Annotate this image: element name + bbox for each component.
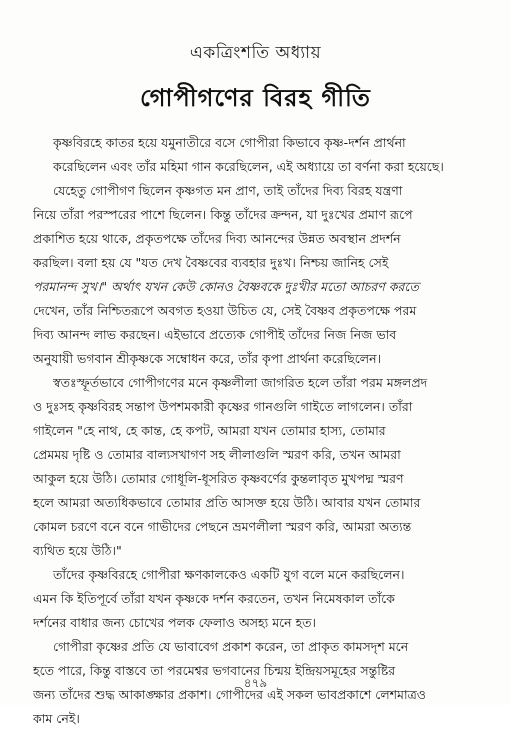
paragraph-3 [33, 371, 478, 563]
text-line: জন্য তাঁদের শুদ্ধ আকাঙ্ক্ষার প্রকাশ। গোপীদের এই সকল ভাবপ্রকাশে লেশমাত্রও [33, 687, 427, 702]
text-line: এমন কি ইতিপূর্বে তাঁরা যখন কৃষ্ণকে দর্শন করতেন, তখন নিমেষকাল তাঁকে [33, 591, 395, 606]
text-line: স্বতঃস্ফূর্তভাবে গোপীগণের মনে কৃষ্ণলীলা জাগরিত হলে তাঁরা পরম মঙ্গলপ্রদ [53, 375, 428, 390]
chapter-title: গোপীগণের বিরহ গীতি [140, 84, 371, 112]
paragraph-2 [33, 179, 478, 371]
text-line: কৃষ্ণবিরহে কাতর হয়ে যমুনাতীরে বসে গোপীরা কিভাবে কৃষ্ণ-দর্শন প্রার্থনা [53, 135, 406, 150]
chapter-heading: একত্রিংশতি অধ্যায় [189, 43, 322, 63]
text-line: ব্যথিত হয়ে উঠি।" [33, 543, 122, 558]
text-line: প্রকাশিত হয়ে থাকে, প্রকৃতপক্ষে তাঁদের দিব্য আনন্দের উন্নত অবস্থান প্রদর্শন [33, 231, 401, 246]
text-line: করছিল। বলা হয় যে "যত দেখ বৈষ্ণবের ব্যবহার দুঃখ। নিশ্চয় জানিহ সেই [33, 255, 389, 270]
paragraph-1 [33, 131, 478, 179]
text-line: দর্শনের বাধার জন্য চোখের পলক ফেলাও অসহ্য মনে হত। [33, 615, 317, 630]
text-line: গাইলেন "হে নাথ, হে কান্ত, হে কপট, আমরা যখন তোমার হাস্য, তোমার [33, 423, 386, 438]
text-line: কাম নেই। [33, 711, 80, 726]
text-line: করেছিলেন এবং তাঁর মহিমা গান করেছিলেন, এই অধ্যায়ে তা বর্ণনা করা হয়েছে। [53, 159, 444, 174]
page-number: ৪৭৯ [243, 676, 268, 690]
text-line: কোমল চরণে বনে বনে গাভীদের পেছনে ভ্রমণলীলা স্মরণ করি, আমরা অত্যন্ত [33, 519, 412, 534]
text-line: গোপীরা কৃষ্ণের প্রতি যে ভাবাবেগ প্রকাশ করেন, তা প্রাকৃত কামসদৃশ মনে [53, 639, 409, 654]
text-line: ও দুঃসহ কৃষ্ণবিরহ সন্তাপ উপশমকারী কৃষ্ণের গানগুলি গাইতে লাগলেন। তাঁরা [33, 399, 413, 414]
text-line: দেখেন, তাঁর নিশ্চিতরূপে অবগত হওয়া উচিত যে, সেই বৈষ্ণব প্রকৃতপক্ষে পরম [33, 303, 417, 318]
text-line: পরমানন্দ সুখ।" অর্থাৎ যখন কেউ কোনও বৈষ্ণবকে দুঃখীর মতো আচরণ করতে [33, 279, 419, 294]
paragraph-4 [33, 563, 478, 635]
body-text [33, 131, 478, 731]
text-line: অনুযায়ী ভগবান শ্রীকৃষ্ণকে সম্বোধন করে, তাঁর কৃপা প্রার্থনা করেছিলেন। [33, 351, 382, 366]
text-line: হলে আমরা অত্যধিকভাবে তোমার প্রতি আসক্ত হয়ে উঠি। আবার যখন তোমার [33, 495, 421, 510]
text-line: দিব্য আনন্দ লাভ করছেন। এইভাবে প্রত্যেক গোপীই তাঁদের নিজ নিজ ভাব [33, 327, 397, 342]
text-line: আকুল হয়ে উঠি। তোমার গোধূলি-ধূসরিত কৃষ্ণবর্ণের কুন্তলাবৃত মুখপদ্ম স্মরণ [33, 471, 404, 486]
text-line: নিয়ে তাঁরা পরস্পরের পাশে ছিলেন। কিন্তু তাঁদের ক্রন্দন, যা দুঃখের প্রমাণ রূপে [33, 207, 413, 222]
text-line: হতে পারে, কিন্তু বাস্তবে তা পরমেশ্বর ভগবানের চিন্ময় ইন্দ্রিয়সমূহের সন্তুষ্টির [33, 663, 396, 678]
text-line: প্রেমময় দৃষ্টি ও তোমার বাল্যসখাগণ সহ লীলাগুলি স্মরণ করি, তখন আমরা [33, 447, 401, 462]
text-line: যেহেতু গোপীগণ ছিলেন কৃষ্ণগত মন প্রাণ, তাই তাঁদের দিব্য বিরহ যন্ত্রণা [53, 183, 403, 198]
text-line: তাঁদের কৃষ্ণবিরহে গোপীরা ক্ষণকালকেও একটি যুগ বলে মনে করছিলেন। [53, 567, 405, 582]
